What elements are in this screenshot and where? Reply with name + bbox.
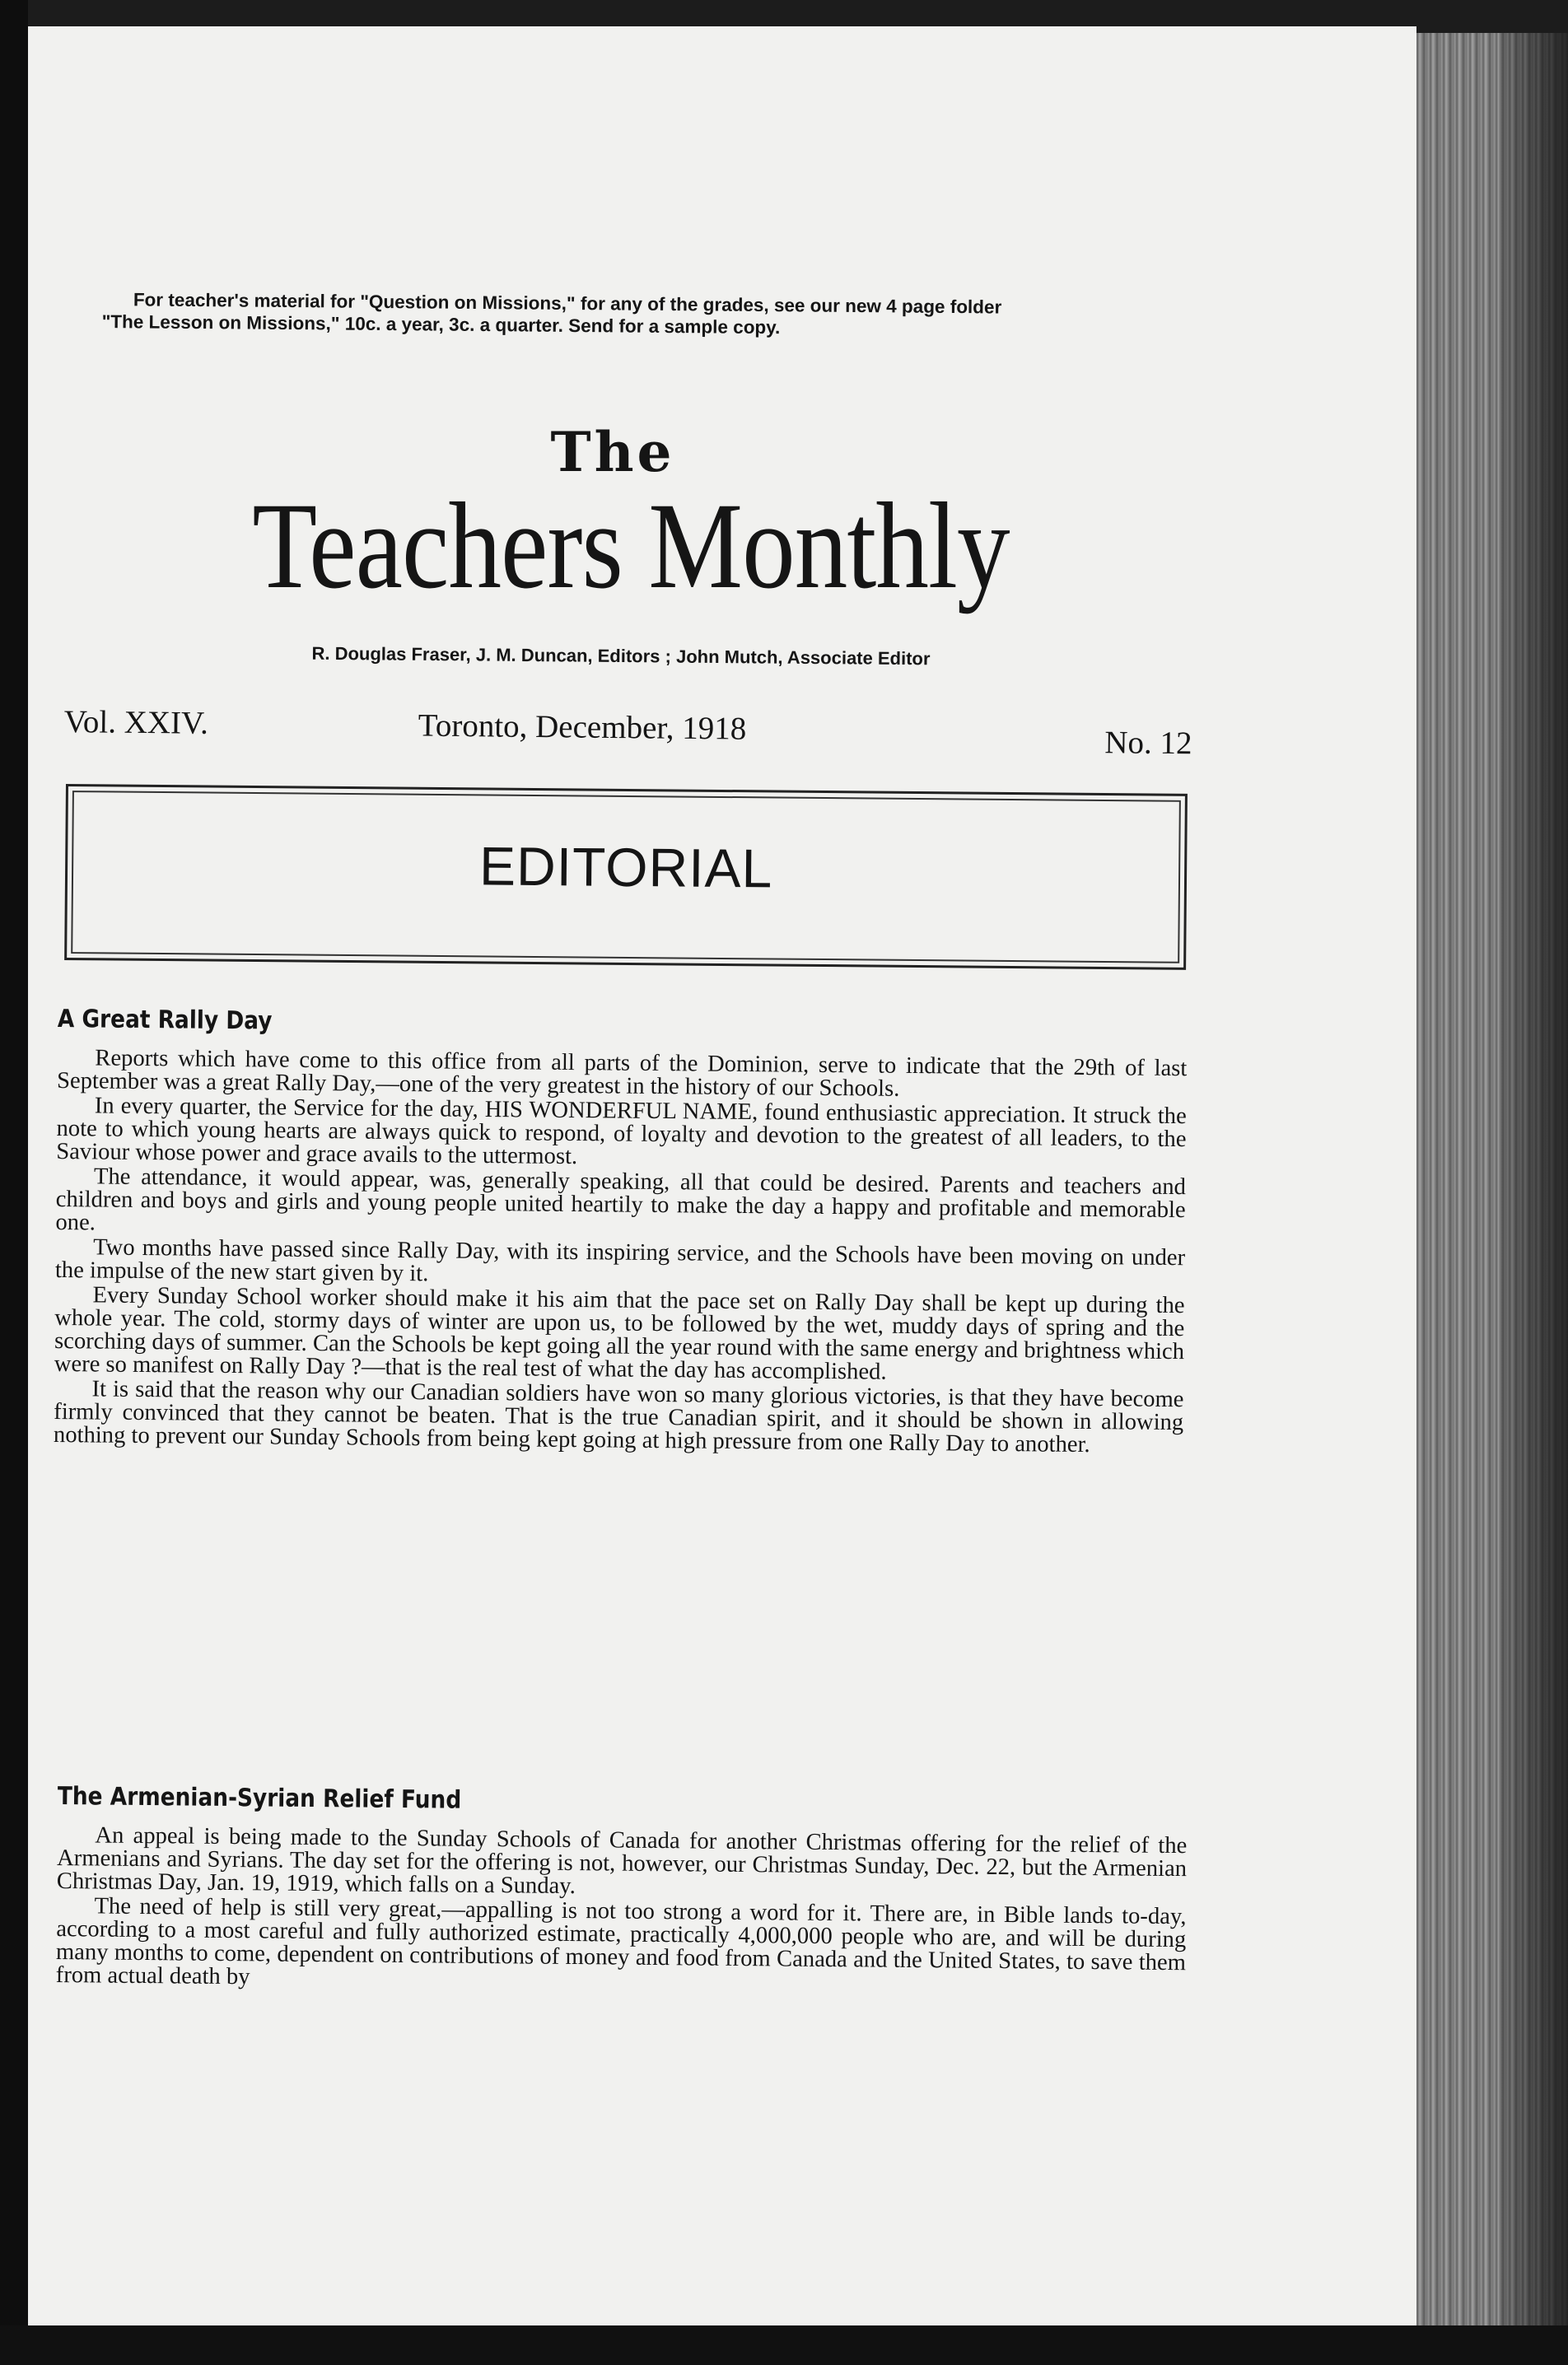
article-paragraph: In every quarter, the Service for the day, HIS WONDERFUL NAME, found enthusiastic appreciation. It struck the note to which young hearts are always quick to respond, of loyalty and devotion to the greatest of all leaders, to the Saviour whose power and grace avails to the uttermost. xyxy=(56,1093,1187,1170)
volume-number: Vol. XXIV. xyxy=(63,703,209,741)
editors-line: R. Douglas Fraser, J. M. Duncan, Editors ; John Mutch, Associate Editor xyxy=(311,642,931,669)
article-title: The Armenian-Syrian Relief Fund xyxy=(57,1782,462,1815)
editorial-banner xyxy=(64,784,1188,970)
article-paragraph: The attendance, it would appear, was, generally speaking, all that could be desired. Parents and teachers and children and boys and girls and young people united heartily to make the day a happy and profitable and memorable one. xyxy=(55,1164,1187,1236)
issue-info xyxy=(63,703,1192,762)
article-paragraph: Reports which have come to this office from all parts of the Dominion, serve to indicate that the 29th of last September was a great Rally Day,—one of the very greatest in the history of our Schools. xyxy=(56,1045,1188,1102)
article-paragraph: It is said that the reason why our Canadian soldiers have won so many glorious victories, is that they have become firmly convinced that they cannot be beaten. That is the true Canadian spirit, and it should be shown in allowing nothing to prevent our Sunday Schools from being kept going at high pressure from one Rally Day to another. xyxy=(53,1376,1184,1458)
article-paragraph: The need of help is still very great,—appalling is not too strong a word for it. There are, in Bible lands to-day, according to a most careful and fully authorized estimate, practically 4,000,000 people who are, and will be during many months to come, dependent on contributions of money and food from Canada and the United States, to save them from actual death by xyxy=(55,1893,1187,1990)
masthead-the: The xyxy=(550,420,675,484)
page xyxy=(28,26,1416,2325)
article-paragraph: Every Sunday School worker should make it his aim that the pace set on Rally Day shall be kept up during the whole year. The cold, stormy days of winter are upon us, to be followed by the wet, muddy days of spring and the scorching days of summer. Can the Schools be kept going all the year round with the same energy and brightness which were so manifest on Rally Day ?—that is the real test of what the day has accomplished. xyxy=(54,1282,1185,1385)
dateline: Toronto, December, 1918 xyxy=(418,707,747,747)
folder-notice-line-1: For teacher's material for "Question on Missions," for any of the grades, see our new 4 page folder xyxy=(133,289,1002,318)
issue-number: No. 12 xyxy=(1104,725,1192,762)
article-relief-fund xyxy=(56,1782,1188,1999)
article-rally-day xyxy=(54,1005,1188,1459)
folder-notice-line-2: "The Lesson on Missions," 10c. a year, 3c. a quarter. Send for a sample copy. xyxy=(101,310,781,338)
article-title: A Great Rally Day xyxy=(57,1005,273,1036)
folder-notice xyxy=(102,288,1206,343)
masthead-title: Teachers Monthly xyxy=(252,478,1010,614)
book-page-edges xyxy=(1400,33,1568,2339)
scan-left-border xyxy=(0,0,28,2365)
section-heading: EDITORIAL xyxy=(478,835,773,899)
article-paragraph: An appeal is being made to the Sunday Schools of Canada for another Christmas offering for the relief of the Armenians and Syrians. The day set for the offering is not, however, our Christmas Sunday, Dec. 22, but the Armenian Christmas Day, Jan. 19, 1919, which falls on a Sunday. xyxy=(56,1822,1188,1900)
article-paragraph: Two months have passed since Rally Day, with its inspiring service, and the Schools have been moving on under the impulse of the new start given by it. xyxy=(54,1234,1186,1287)
scan-bottom-border xyxy=(0,2325,1568,2365)
